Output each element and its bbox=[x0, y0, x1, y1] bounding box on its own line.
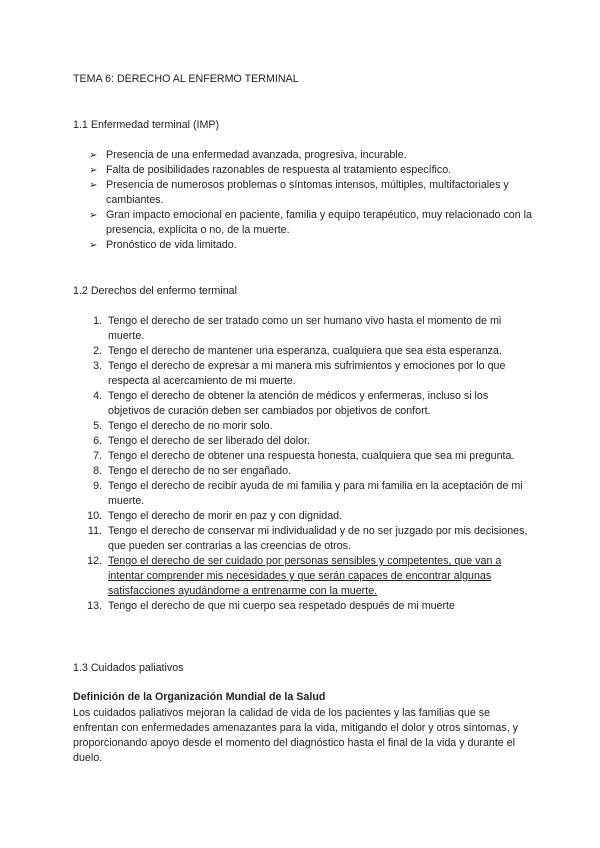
list-item bbox=[73, 434, 533, 449]
list-item bbox=[73, 148, 533, 163]
list-item bbox=[73, 419, 533, 434]
list-item-text: Tengo el derecho de ser tratado como un ser humano vivo hasta el momento de mi muerte. bbox=[108, 315, 502, 342]
list-item bbox=[73, 208, 533, 238]
definition-text: Los cuidados paliativos mejoran la calidad de vida de los pacientes y las familias que se enfrentan con enfermedades amenazantes para la vida, mitigando el dolor y otros síntomas, y proporcionando apoyo desde el momento del diagnóstico hasta el final de la vida y durante el duelo. bbox=[73, 707, 518, 764]
list-item bbox=[73, 238, 533, 253]
list-number: 13. bbox=[87, 600, 102, 612]
section-heading-enfermedad-terminal: 1.1 Enfermedad terminal (IMP) bbox=[73, 119, 220, 131]
list-number: 11. bbox=[87, 525, 102, 537]
list-item bbox=[73, 359, 533, 389]
list-item-text: Falta de posibilidades razonables de respuesta al tratamiento específico. bbox=[106, 164, 452, 176]
section-heading-cuidados-paliativos: 1.3 Cuidados paliativos bbox=[73, 662, 184, 674]
list-item bbox=[73, 389, 533, 419]
list-item bbox=[73, 554, 533, 599]
list-item-text: Tengo el derecho de obtener una respuesta honesta, cualquiera que sea mi pregunta. bbox=[108, 450, 515, 462]
list-item bbox=[73, 464, 533, 479]
list-number: 5. bbox=[93, 420, 102, 432]
list-item-text: Tengo el derecho de morir en paz y con dignidad. bbox=[108, 510, 343, 522]
numbered-list-derechos bbox=[73, 314, 533, 614]
list-item-text: Gran impacto emocional en paciente, familia y equipo terapéutico, muy relacionado con la presencia, explícita o no, de la muerte. bbox=[106, 209, 532, 236]
list-item-text: Tengo el derecho de no morir solo. bbox=[108, 420, 273, 432]
list-number: 7. bbox=[93, 450, 102, 462]
section-heading-derechos: 1.2 Derechos del enfermo terminal bbox=[73, 285, 237, 297]
document-title: TEMA 6: DERECHO AL ENFERMO TERMINAL bbox=[73, 73, 299, 85]
list-item-text: Tengo el derecho de recibir ayuda de mi familia y para mi familia en la aceptación de mi muerte. bbox=[108, 480, 523, 507]
list-item-text: Tengo el derecho de conservar mi individualidad y de no ser juzgado por mis decisiones, que pueden ser contrarias a las creencias de otros. bbox=[108, 525, 528, 552]
list-number: 9. bbox=[93, 480, 102, 492]
bullet-list-enfermedad-terminal bbox=[73, 148, 533, 253]
list-item bbox=[73, 599, 533, 614]
list-item-text: Tengo el derecho de ser liberado del dolor. bbox=[108, 435, 311, 447]
list-item-text: Presencia de una enfermedad avanzada, progresiva, incurable. bbox=[106, 149, 407, 161]
list-number: 1. bbox=[93, 315, 102, 327]
list-item bbox=[73, 163, 533, 178]
list-item-text: Tengo el derecho de mantener una esperanza, cualquiera que sea esta esperanza. bbox=[108, 345, 502, 357]
list-number: 12. bbox=[87, 555, 102, 567]
definition-title: Definición de la Organización Mundial de la Salud bbox=[73, 691, 326, 703]
list-item bbox=[73, 509, 533, 524]
arrow-bullet-icon: ➢ bbox=[89, 165, 98, 176]
arrow-bullet-icon: ➢ bbox=[89, 150, 98, 161]
list-item-text-underlined: Tengo el derecho de ser cuidado por personas sensibles y competentes, que van a intentar comprender mis necesidades y que serán capaces de encontrar algunas satisfacciones ayudándome a entrenarme con la muerte. bbox=[108, 555, 502, 597]
list-item bbox=[73, 524, 533, 554]
list-item-text: Tengo el derecho de expresar a mi manera mis sufrimientos y emociones por lo que respecta al acercamiento de mi muerte. bbox=[108, 360, 506, 387]
list-item-text: Presencia de numerosos problemas o síntomas intensos, múltiples, multifactoriales y cambiantes. bbox=[106, 179, 509, 206]
arrow-bullet-icon: ➢ bbox=[89, 240, 98, 251]
list-item bbox=[73, 449, 533, 464]
list-item bbox=[73, 344, 533, 359]
list-item bbox=[73, 314, 533, 344]
list-item bbox=[73, 479, 533, 509]
list-item-text: Pronóstico de vida limitado. bbox=[106, 239, 237, 251]
list-number: 2. bbox=[93, 345, 102, 357]
list-number: 4. bbox=[93, 390, 102, 402]
list-number: 3. bbox=[93, 360, 102, 372]
arrow-bullet-icon: ➢ bbox=[89, 180, 98, 191]
list-number: 8. bbox=[93, 465, 102, 477]
list-item-text: Tengo el derecho de que mi cuerpo sea respetado después de mi muerte bbox=[108, 600, 455, 612]
list-number: 6. bbox=[93, 435, 102, 447]
list-item-text: Tengo el derecho de obtener la atención de médicos y enfermeras, incluso si los objetivos de curación deben ser cambiados por objetivos de confort. bbox=[108, 390, 489, 417]
list-number: 10. bbox=[87, 510, 102, 522]
arrow-bullet-icon: ➢ bbox=[89, 210, 98, 221]
list-item bbox=[73, 178, 533, 208]
list-item-text: Tengo el derecho de no ser engañado. bbox=[108, 465, 292, 477]
